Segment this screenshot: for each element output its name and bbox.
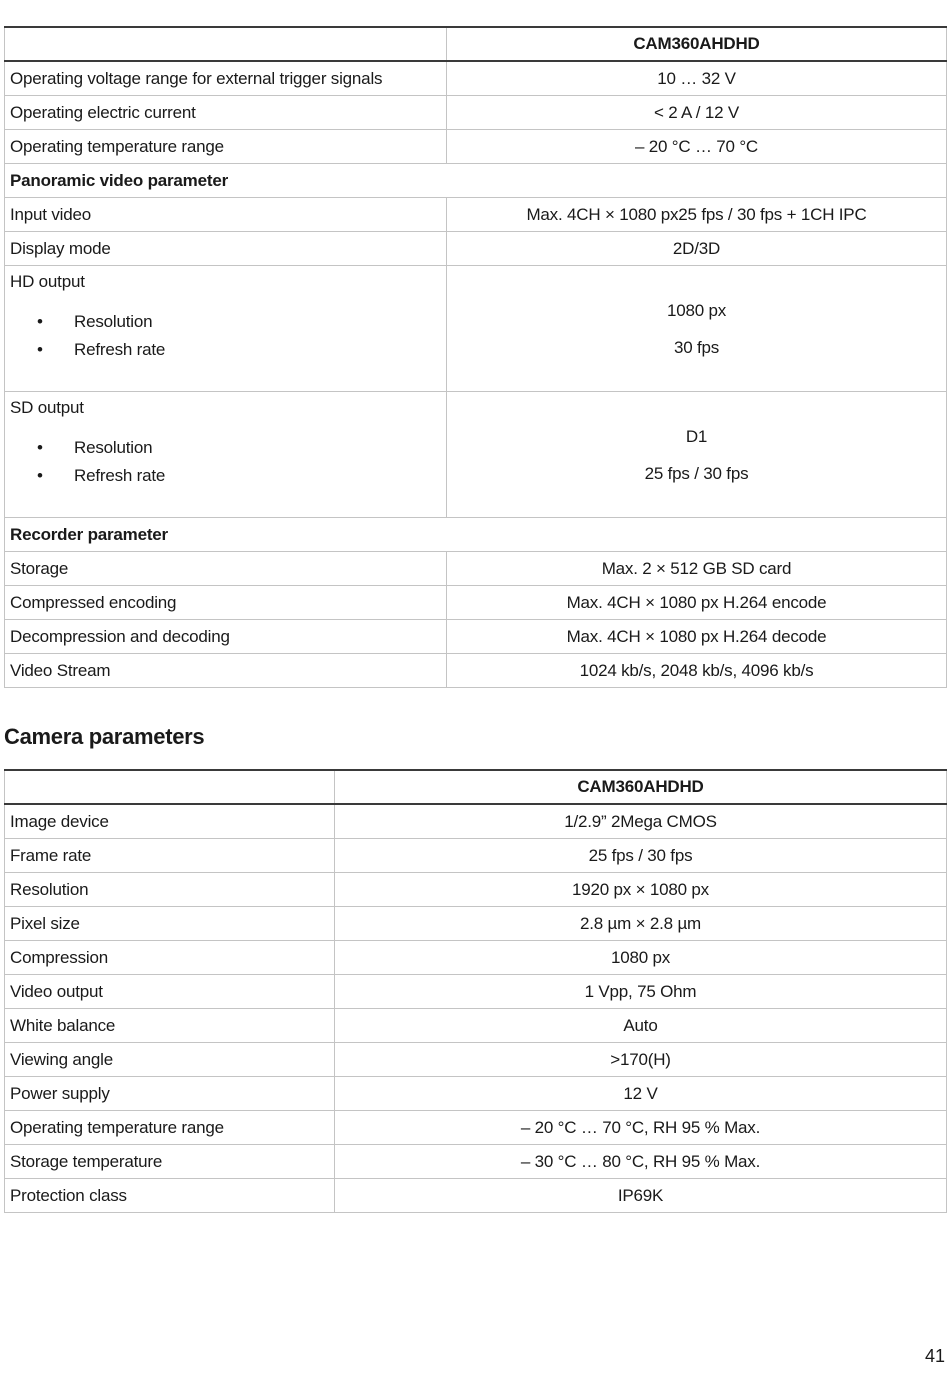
row-label: Operating temperature range [5,1111,335,1145]
hd-output-row [5,266,947,392]
bullet-list [10,434,441,490]
row-value: 25 fps / 30 fps [335,839,947,873]
row-label: Operating voltage range for external trigger signals [5,61,447,96]
row-label: HD output [10,272,85,291]
sd-output-row [5,392,947,518]
row-label: Compression [5,941,335,975]
table-row [5,586,947,620]
row-value: 1024 kb/s, 2048 kb/s, 4096 kb/s [447,654,947,688]
header-empty-cell [5,27,447,61]
row-value: >170(H) [335,1043,947,1077]
table-row [5,654,947,688]
table-row [5,96,947,130]
row-label: Display mode [5,232,447,266]
list-item: • Refresh rate [37,462,441,490]
table-row [5,1009,947,1043]
list-item: • Resolution [37,434,441,462]
table-row [5,552,947,586]
row-value: Max. 4CH × 1080 px H.264 encode [447,586,947,620]
list-item: • Refresh rate [37,336,441,364]
row-value: 12 V [335,1077,947,1111]
electrical-spec-table [4,26,947,688]
row-value: 10 … 32 V [447,61,947,96]
model-column-header: CAM360AHDHD [447,27,947,61]
row-label: Viewing angle [5,1043,335,1077]
table-row [5,839,947,873]
recorder-section-heading: Recorder parameter [5,518,947,552]
row-value: 2.8 µm × 2.8 µm [335,907,947,941]
model-column-header: CAM360AHDHD [335,770,947,804]
row-value: – 20 °C … 70 °C, RH 95 % Max. [335,1111,947,1145]
table-row [5,804,947,839]
table-header-row [5,27,947,61]
table-row [5,232,947,266]
row-label: SD output [10,398,84,417]
hd-output-label-cell [5,266,447,392]
row-value: IP69K [335,1179,947,1213]
row-value: – 30 °C … 80 °C, RH 95 % Max. [335,1145,947,1179]
row-label: Storage [5,552,447,586]
table-row [5,620,947,654]
row-label: Video Stream [5,654,447,688]
header-empty-cell [5,770,335,804]
row-label: Compressed encoding [5,586,447,620]
table-row [5,873,947,907]
table-row [5,1145,947,1179]
page-number: 41 [924,1346,945,1366]
table-row [5,1043,947,1077]
row-value: – 20 °C … 70 °C [447,130,947,164]
table-row [5,1179,947,1213]
row-label: Decompression and decoding [5,620,447,654]
row-value: 1920 px × 1080 px [335,873,947,907]
panoramic-section-heading: Panoramic video parameter [5,164,947,198]
row-label: Protection class [5,1179,335,1213]
table-row [5,198,947,232]
section-row [5,164,947,198]
row-label: Frame rate [5,839,335,873]
table-row [5,941,947,975]
hd-output-value-cell [447,266,947,392]
row-label: Storage temperature [5,1145,335,1179]
bullet-list [10,308,441,364]
row-value: 30 fps [673,337,720,357]
row-value: Max. 4CH × 1080 px H.264 decode [447,620,947,654]
row-value: 25 fps / 30 fps [644,463,749,483]
row-value: Auto [335,1009,947,1043]
list-item: • Resolution [37,308,441,336]
row-label: Operating temperature range [5,130,447,164]
row-label: Power supply [5,1077,335,1111]
row-value: < 2 A / 12 V [447,96,947,130]
row-value: 2D/3D [447,232,947,266]
row-label: Pixel size [5,907,335,941]
row-value: 1 Vpp, 75 Ohm [335,975,947,1009]
sd-output-value-cell [447,392,947,518]
row-value: 1080 px [666,300,727,320]
row-label: Input video [5,198,447,232]
row-label: White balance [5,1009,335,1043]
table-row [5,1111,947,1145]
table-row [5,1077,947,1111]
section-row [5,518,947,552]
table-row [5,130,947,164]
row-label: Video output [5,975,335,1009]
row-value: 1/2.9” 2Mega CMOS [335,804,947,839]
row-label: Operating electric current [5,96,447,130]
table-row [5,61,947,96]
camera-spec-table [4,769,947,1213]
row-value: 1080 px [335,941,947,975]
table-row [5,907,947,941]
row-value: D1 [685,426,708,446]
sd-output-label-cell [5,392,447,518]
row-label: Image device [5,804,335,839]
camera-parameters-heading: Camera parameters [4,724,205,749]
row-value: Max. 4CH × 1080 px25 fps / 30 fps + 1CH IPC [447,198,947,232]
row-label: Resolution [5,873,335,907]
table-row [5,975,947,1009]
table-header-row [5,770,947,804]
row-value: Max. 2 × 512 GB SD card [447,552,947,586]
